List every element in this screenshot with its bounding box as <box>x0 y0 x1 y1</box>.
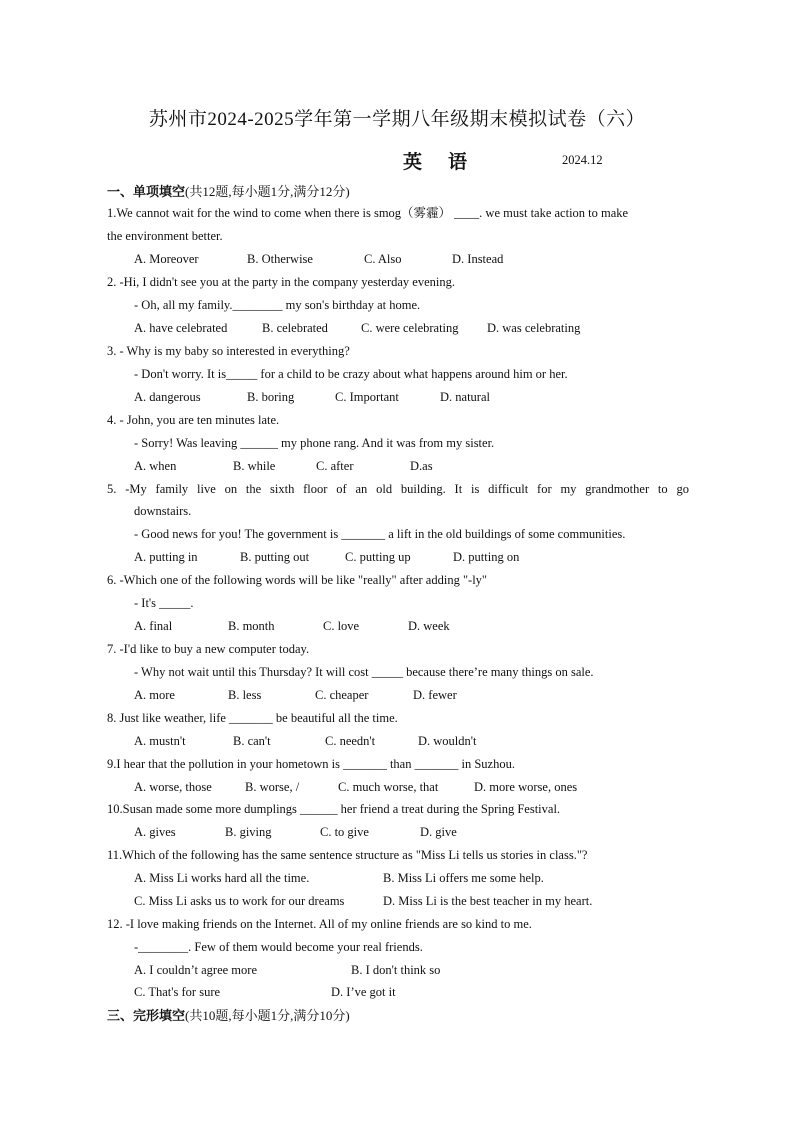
question-2-line-1: 2. -Hi, I didn't see you at the party in the company yesterday evening. <box>107 275 455 289</box>
question-3-line-1: 3. - Why is my baby so interested in everything? <box>107 344 350 358</box>
option-b: B. worse, / <box>245 780 300 794</box>
option-a: A. putting in <box>134 550 198 564</box>
exam-title: 苏州市2024-2025学年第一学期八年级期末模拟试卷（六） <box>148 109 646 130</box>
option-d: D. I’ve got it <box>331 985 396 999</box>
option-c: C. cheaper <box>315 688 369 702</box>
option-c: C. That's for sure <box>134 985 221 999</box>
option-c: C. after <box>316 459 354 473</box>
option-a: A. when <box>134 459 177 473</box>
option-d: D. more worse, ones <box>474 780 578 794</box>
option-d: D. give <box>420 825 457 839</box>
option-d: D. wouldn't <box>418 734 477 748</box>
option-a: A. have celebrated <box>134 321 228 335</box>
option-b: B. putting out <box>240 550 310 564</box>
question-7-line-2: - Why not wait until this Thursday? It will cost _____ because there’re many things on sale. <box>134 665 594 679</box>
option-c: C. were celebrating <box>361 321 459 335</box>
option-d: D. was celebrating <box>487 321 581 335</box>
option-a: A. Miss Li works hard all the time. <box>134 871 310 885</box>
option-b: B. less <box>228 688 262 702</box>
option-a: A. mustn't <box>134 734 186 748</box>
question-8-line-1: 8. Just like weather, life _______ be beautiful all the time. <box>107 711 398 725</box>
option-b: B. celebrated <box>262 321 328 335</box>
section-title: 三、完形填空 <box>107 1008 186 1023</box>
option-c: C. putting up <box>345 550 411 564</box>
question-1-line-2: the environment better. <box>107 229 223 243</box>
section-note: (共10题,每小题1分,满分10分) <box>185 1008 350 1023</box>
subject-label: 英语 <box>403 152 494 173</box>
option-a: A. dangerous <box>134 390 201 404</box>
option-b: B. while <box>233 459 276 473</box>
option-d: D. putting on <box>453 550 520 564</box>
option-c: C. Miss Li asks us to work for our dreams <box>134 894 345 908</box>
option-b: B. boring <box>247 390 295 404</box>
option-a: A. gives <box>134 825 176 839</box>
option-c: C. love <box>323 619 360 633</box>
question-7-line-1: 7. -I'd like to buy a new computer today. <box>107 642 310 656</box>
question-11-line-1: 11.Which of the following has the same sentence structure as "Miss Li tells us stories in class."? <box>107 848 588 862</box>
question-9-line-1: 9.I hear that the pollution in your hometown is _______ than _______ in Suzhou. <box>107 757 515 771</box>
section-heading <box>107 1005 350 1024</box>
section-title: 一、单项填空 <box>107 184 186 199</box>
question-2-line-2: - Oh, all my family.________ my son's birthday at home. <box>134 298 421 312</box>
option-d: D. Miss Li is the best teacher in my heart. <box>383 894 593 908</box>
question-5-line-2: downstairs. <box>134 504 192 518</box>
option-a: A. Moreover <box>134 252 199 266</box>
option-b: B. Miss Li offers me some help. <box>383 871 544 885</box>
option-b: B. Otherwise <box>247 252 313 266</box>
option-d: D. fewer <box>413 688 457 702</box>
option-d: D. week <box>408 619 450 633</box>
question-5-line-3: - Good news for you! The government is _______ a lift in the old buildings of some communities. <box>134 527 626 541</box>
question-6-line-1: 6. -Which one of the following words will be like "really" after adding "-ly" <box>107 573 488 587</box>
option-d: D.as <box>410 459 433 473</box>
question-12-line-1: 12. -I love making friends on the Internet. All of my online friends are so kind to me. <box>107 917 532 931</box>
exam-date: 2024.12 <box>562 153 603 167</box>
option-b: B. can't <box>233 734 271 748</box>
question-1-line-1: 1.We cannot wait for the wind to come when there is smog（雾霾） ____. we must take action to make <box>107 206 629 220</box>
option-d: D. natural <box>440 390 490 404</box>
option-c: C. needn't <box>325 734 376 748</box>
option-d: D. Instead <box>452 252 504 266</box>
option-c: C. much worse, that <box>338 780 439 794</box>
option-b: B. giving <box>225 825 272 839</box>
option-c: C. to give <box>320 825 369 839</box>
option-b: B. I don't think so <box>351 963 441 977</box>
question-4-line-1: 4. - John, you are ten minutes late. <box>107 413 280 427</box>
section-note: (共12题,每小题1分,满分12分) <box>185 184 350 199</box>
question-5-line-1: 5. -My family live on the sixth floor of an old building. It is difficult for my grandmother to go <box>107 482 689 496</box>
question-6-line-2: - It's _____. <box>134 596 194 610</box>
option-c: C. Also <box>364 252 402 266</box>
option-a: A. I couldn’t agree more <box>134 963 257 977</box>
option-c: C. Important <box>335 390 399 404</box>
question-12-line-2: -________. Few of them would become your real friends. <box>134 940 423 954</box>
question-10-line-1: 10.Susan made some more dumplings ______ her friend a treat during the Spring Festival. <box>107 802 561 816</box>
option-b: B. month <box>228 619 275 633</box>
question-4-line-2: - Sorry! Was leaving ______ my phone rang. And it was from my sister. <box>134 436 495 450</box>
option-a: A. final <box>134 619 173 633</box>
question-3-line-2: - Don't worry. It is_____ for a child to be crazy about what happens around him or her. <box>134 367 568 381</box>
section-heading <box>107 181 350 200</box>
option-a: A. more <box>134 688 175 702</box>
option-a: A. worse, those <box>134 780 212 794</box>
